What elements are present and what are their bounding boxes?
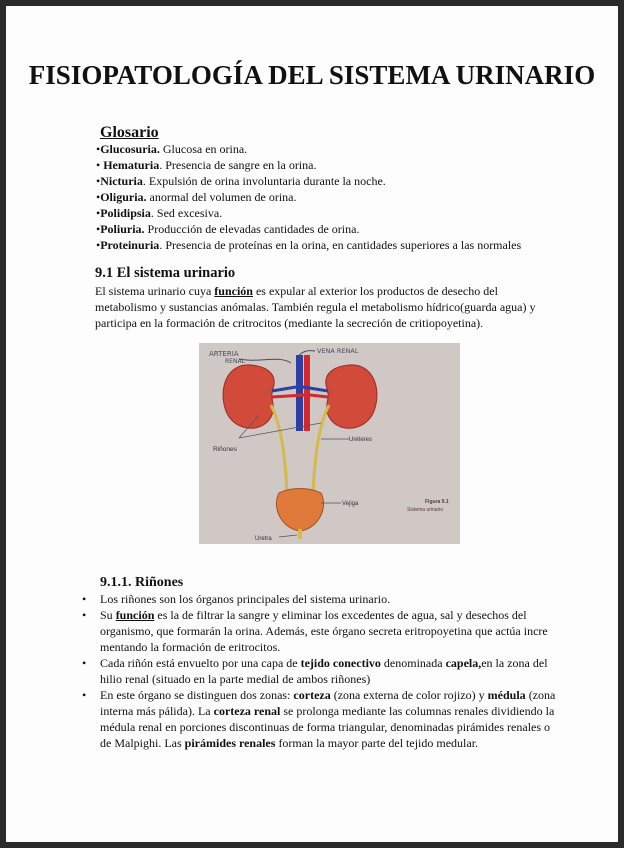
bold-term: capela, <box>445 656 482 670</box>
kidney-bullet-item <box>82 687 564 751</box>
text-segment: Su <box>100 608 116 622</box>
section-paragraph: El sistema urinario cuya función es expular al exterior los productos de desecho del metabolismo y sustancias anómalas. También regula el metabolismo hídrico(guarda agua) y participa en la formación de critrocitos (mediante la secreción de critiopoyetina). <box>95 284 536 330</box>
text-segment: Los riñones son los órganos principales del sistema urinario. <box>100 592 391 606</box>
text-segment: Cada riñón está envuelto por una capa de <box>100 656 301 670</box>
text-segment: es la de filtrar la sangre y eliminar los excedentes de agua, sal y desechos del organismo, que formarán la orina. Además, este órgano secreta eritropoyetina que actúa incre mentando la formación de eritrocitos. <box>100 608 548 654</box>
bladder-label: Vejiga <box>342 501 359 507</box>
section-heading: 9.1 El sistema urinario <box>95 265 236 281</box>
glossary-item: •Oliguria. anormal del volumen de orina. <box>96 190 297 204</box>
left-kidney-shape <box>223 365 274 428</box>
text-segment: en la zona del hilio renal (situado en la parte medial de ambos riñones) <box>100 656 548 686</box>
artery-handwritten-label: ARTERIA <box>209 350 239 358</box>
page-title <box>6 60 618 91</box>
glossary-heading: Glosario <box>100 124 159 141</box>
bold-term: pirámides renales <box>184 736 276 750</box>
vein-handwritten-label: VENA RENAL <box>317 347 359 355</box>
urethra-label: Uretra <box>255 536 272 542</box>
title-text: FISIOPATOLOGÍA DEL SISTEMA URINARIO <box>28 60 596 90</box>
text-segment: se prolonga mediante las columnas renales dividiendo la médula renal en porciones discontinuas de forma triangular, denominadas pirámides renales o de Malpighi. Las <box>100 704 555 750</box>
glossary-item: •Poliuria. Producción de elevadas cantidades de orina. <box>96 222 360 236</box>
glossary-item: •Glucosuria. Glucosa en orina. <box>96 142 248 156</box>
bold-term: función <box>115 608 155 622</box>
urinary-system-figure <box>199 343 460 544</box>
subsection-heading: 9.1.1. Riñones <box>100 575 184 590</box>
kidney-bullet-item <box>82 607 564 655</box>
bullet-dot: • <box>82 608 87 622</box>
glossary-item: •Polidipsia. Sed excesiva. <box>96 206 223 220</box>
bold-term: tejido conectivo <box>300 656 381 670</box>
funcion-term: función <box>214 284 253 298</box>
bullet-dot: • <box>82 592 87 606</box>
text-segment: (zona externa de color rojizo) y <box>330 688 488 702</box>
bold-term: corteza <box>293 688 331 702</box>
kidney-bullet-list <box>82 591 564 751</box>
glossary-list <box>96 141 556 253</box>
document-page <box>6 6 618 842</box>
glossary-item: •Nicturia. Expulsión de orina involuntaria durante la noche. <box>96 174 386 188</box>
glossary-item: •Proteinuria. Presencia de proteínas en la orina, en cantidades superiores a las normales <box>96 238 522 252</box>
urinary-system-illustration <box>199 343 460 544</box>
right-kidney-shape <box>326 365 377 428</box>
artery-handwritten-label-2: RENAL <box>225 358 245 365</box>
ureters-label: Uréteres <box>349 437 373 443</box>
figure-caption-text: Sistema urinario <box>407 507 444 513</box>
text-segment: En este órgano se distinguen dos zonas: <box>100 688 294 702</box>
bullet-dot: • <box>82 656 87 670</box>
text-segment: forman la mayor parte del tejido medular. <box>275 736 479 750</box>
bold-term: corteza renal <box>213 704 281 718</box>
glossary-item: • Hematuria. Presencia de sangre en la orina. <box>96 158 317 172</box>
kidneys-label: Riñones <box>213 446 237 453</box>
kidney-bullet-item <box>82 655 564 687</box>
kidney-bullet-item <box>82 591 564 607</box>
text-segment: denominada <box>380 656 446 670</box>
aorta-shape <box>304 355 310 431</box>
text-segment: (zona interna más pálida). La <box>100 688 556 718</box>
bold-term: médula <box>487 688 526 702</box>
figure-caption-number: Figura 9.1 <box>425 499 449 505</box>
vena-cava-shape <box>296 355 303 431</box>
bullet-dot: • <box>82 688 87 702</box>
